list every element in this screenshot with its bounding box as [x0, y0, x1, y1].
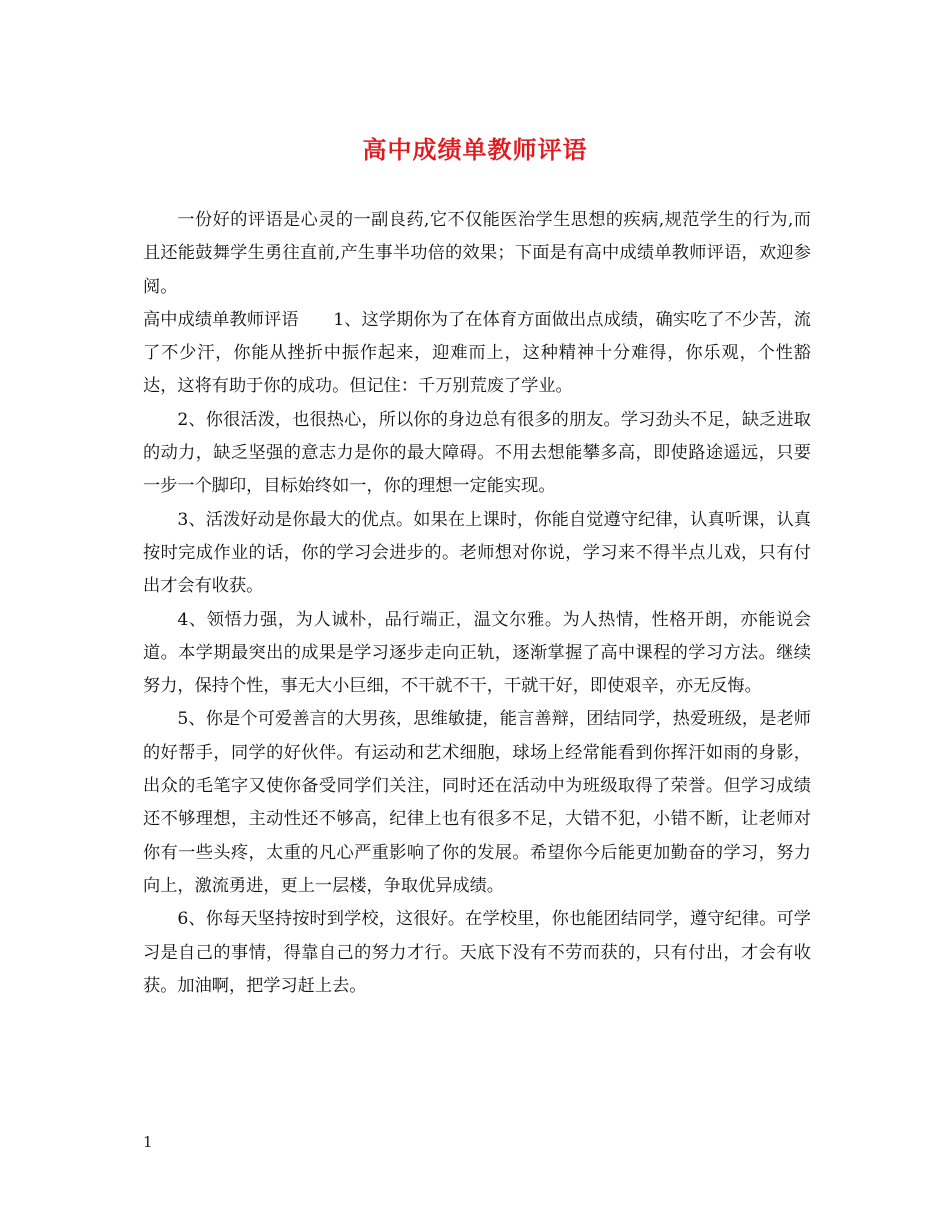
comment-paragraph-2: 2、你很活泼，也很热心，所以你的身边总有很多的朋友。学习劲头不足，缺乏进取的动力，缺乏坚强的意志力是你的最大障碍。不用去想能攀多高，即使路途遥远，只要一步一个脚印，目标始终如一，你的理想一定能实现。	[143, 409, 811, 497]
comment-paragraph-6: 6、你每天坚持按时到学校，这很好。在学校里，你也能团结同学，遵守纪律。可学习是自己的事情，得靠自己的努力才行。天底下没有不劳而获的，只有付出，才会有收获。加油啊，把学习赶上去。	[143, 909, 811, 996]
document-title: 高中成绩单教师评语	[362, 135, 588, 164]
comment-paragraph-5: 5、你是个可爱善言的大男孩，思维敏捷，能言善辩，团结同学，热爱班级，是老师的好帮手，同学的好伙伴。有运动和艺术细胞，球场上经常能看到你挥汗如雨的身影，出众的毛笔字又使你备受同学们关注，同时还在活动中为班级取得了荣誉。但学习成绩还不够理想，主动性还不够高，纪律上也有很多不足，大错不犯，小错不断，让老师对你有一些头疼，太重的凡心严重影响了你的发展。希望你今后能更加勤奋的学习，努力向上，激流勇进，更上一层楼，争取优异成绩。	[143, 709, 811, 896]
comment-paragraph-3: 3、活泼好动是你最大的优点。如果在上课时，你能自觉遵守纪律，认真听课，认真按时完成作业的话，你的学习会进步的。老师想对你说，学习来不得半点儿戏，只有付出才会有收获。	[143, 509, 811, 597]
document-body	[143, 204, 811, 1003]
intro-paragraph: 一份好的评语是心灵的一副良药,它不仅能医治学生思想的疾病,规范学生的行为,而且还能鼓舞学生勇往直前,产生事半功倍的效果；下面是有高中成绩单教师评语，欢迎参阅。	[143, 210, 811, 297]
comment-paragraph-1: 高中成绩单教师评语 1、这学期你为了在体育方面做出点成绩，确实吃了不少苦，流了不少汗，你能从挫折中振作起来，迎难而上，这种精神十分难得，你乐观，个性豁达，这将有助于你的成功。但记住：千万别荒废了学业。	[143, 309, 811, 397]
comment-paragraph-4: 4、领悟力强，为人诚朴，品行端正，温文尔雅。为人热情，性格开朗，亦能说会道。本学期最突出的成果是学习逐步走向正轨，逐渐掌握了高中课程的学习方法。继续努力，保持个性，事无大小巨细，不干就不干，干就干好，即使艰辛，亦无反悔。	[143, 609, 811, 697]
page-number: 1	[143, 1133, 153, 1151]
